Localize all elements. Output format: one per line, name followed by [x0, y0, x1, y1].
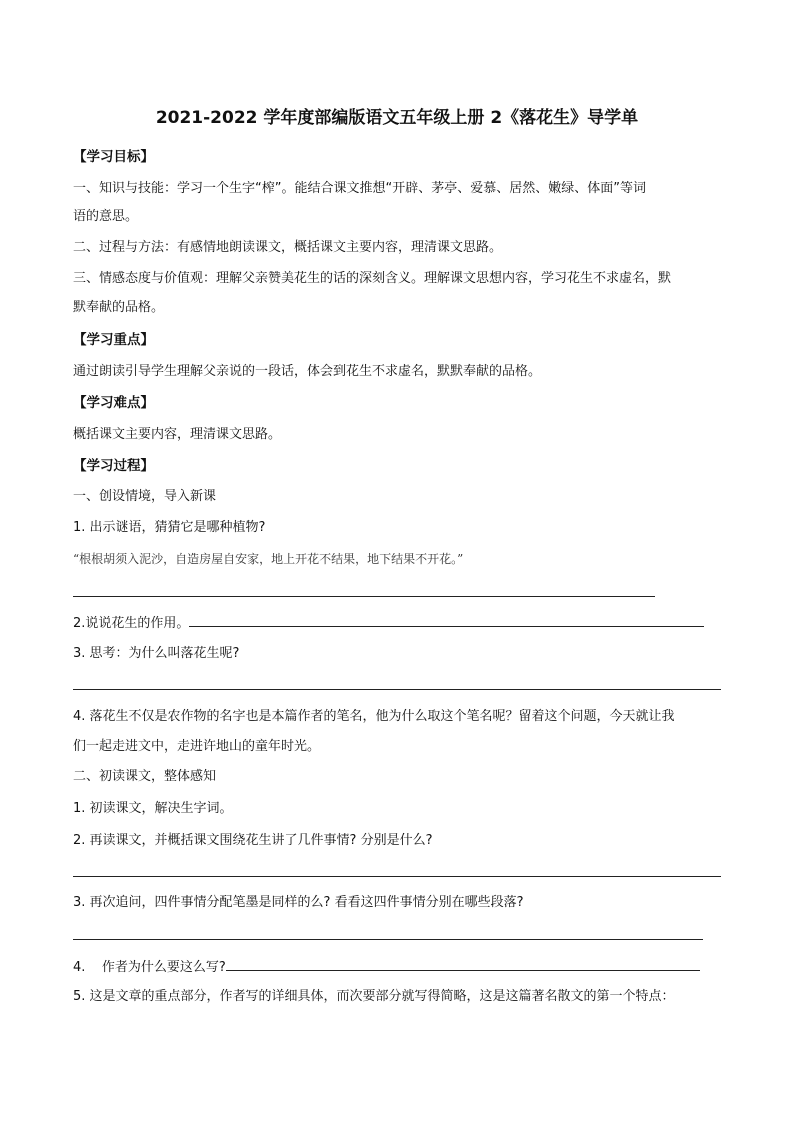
- difficulty-heading: 【学习难点】: [73, 395, 154, 411]
- riddle-text: “根根胡须入泥沙，自造房屋自安家，地上开花不结果，地下结果不开花。”: [73, 552, 464, 566]
- answer-line-name-reason[interactable]: [73, 689, 721, 690]
- question-2-3: 3. 再次追问，四件事情分配笔墨是同样的么? 看看这四件事情分别在哪些段落?: [73, 895, 524, 910]
- answer-line-events[interactable]: [73, 876, 721, 877]
- difficulty-text: 概括课文主要内容，理清课文思路。: [73, 427, 282, 442]
- key-points-text: 通过朗读引导学生理解父亲说的一段话，体会到花生不求虚名，默默奉献的品格。: [73, 364, 542, 379]
- answer-line-paragraphs[interactable]: [73, 939, 703, 940]
- question-2-2: 2. 再读课文，并概括课文围绕花生讲了几件事情? 分别是什么?: [73, 833, 433, 848]
- objective-3-line-2: 默奉献的品格。: [73, 300, 165, 315]
- question-1-4-line-2: 们一起走进文中，走进许地山的童年时光。: [73, 739, 321, 754]
- question-1-4-line-1: 4. 落花生不仅是农作物的名字也是本篇作者的笔名，他为什么取这个笔名呢？留着这个问题，今天就让我: [73, 709, 675, 724]
- question-1-1: 1. 出示谜语，猜猜它是哪种植物?: [73, 520, 266, 535]
- answer-line-riddle[interactable]: [73, 596, 655, 597]
- question-1-2: [73, 613, 704, 633]
- objective-2: 二、过程与方法：有感情地朗读课文，概括课文主要内容，理清课文思路。: [73, 240, 503, 255]
- question-1-3: 3. 思考：为什么叫落花生呢?: [73, 646, 240, 661]
- key-points-heading: 【学习重点】: [73, 332, 154, 348]
- part-2-title: 二、初读课文，整体感知: [73, 769, 217, 784]
- part-1-title: 一、创设情境，导入新课: [73, 489, 217, 504]
- question-2-1: 1. 初读课文，解决生字词。: [73, 801, 233, 816]
- answer-blank-why-write[interactable]: [226, 957, 700, 971]
- objective-1-line-1: 一、知识与技能：学习一个生字“榨”。能结合课文推想“开辟、茅亭、爱慕、居然、嫩绿、体面”等词: [73, 181, 646, 196]
- objectives-heading: 【学习目标】: [73, 149, 154, 165]
- answer-blank-peanut-use[interactable]: [189, 613, 704, 627]
- objective-1-line-2: 语的意思。: [73, 209, 139, 224]
- process-heading: 【学习过程】: [73, 458, 154, 474]
- question-2-4: [73, 957, 700, 977]
- question-1-2-text: 2.说说花生的作用。: [73, 616, 190, 631]
- question-2-4-text: 4. 作者为什么要这么写?: [73, 960, 226, 975]
- question-2-5: 5. 这是文章的重点部分，作者写的详细具体，而次要部分就写得简略，这是这篇著名散文的第一个特点：: [73, 989, 675, 1004]
- objective-3-line-1: 三、情感态度与价值观：理解父亲赞美花生的话的深刻含义。理解课文思想内容，学习花生不求虚名，默: [73, 271, 672, 286]
- page-title: 2021-2022 学年度部编版语文五年级上册 2《落花生》导学单: [155, 108, 639, 128]
